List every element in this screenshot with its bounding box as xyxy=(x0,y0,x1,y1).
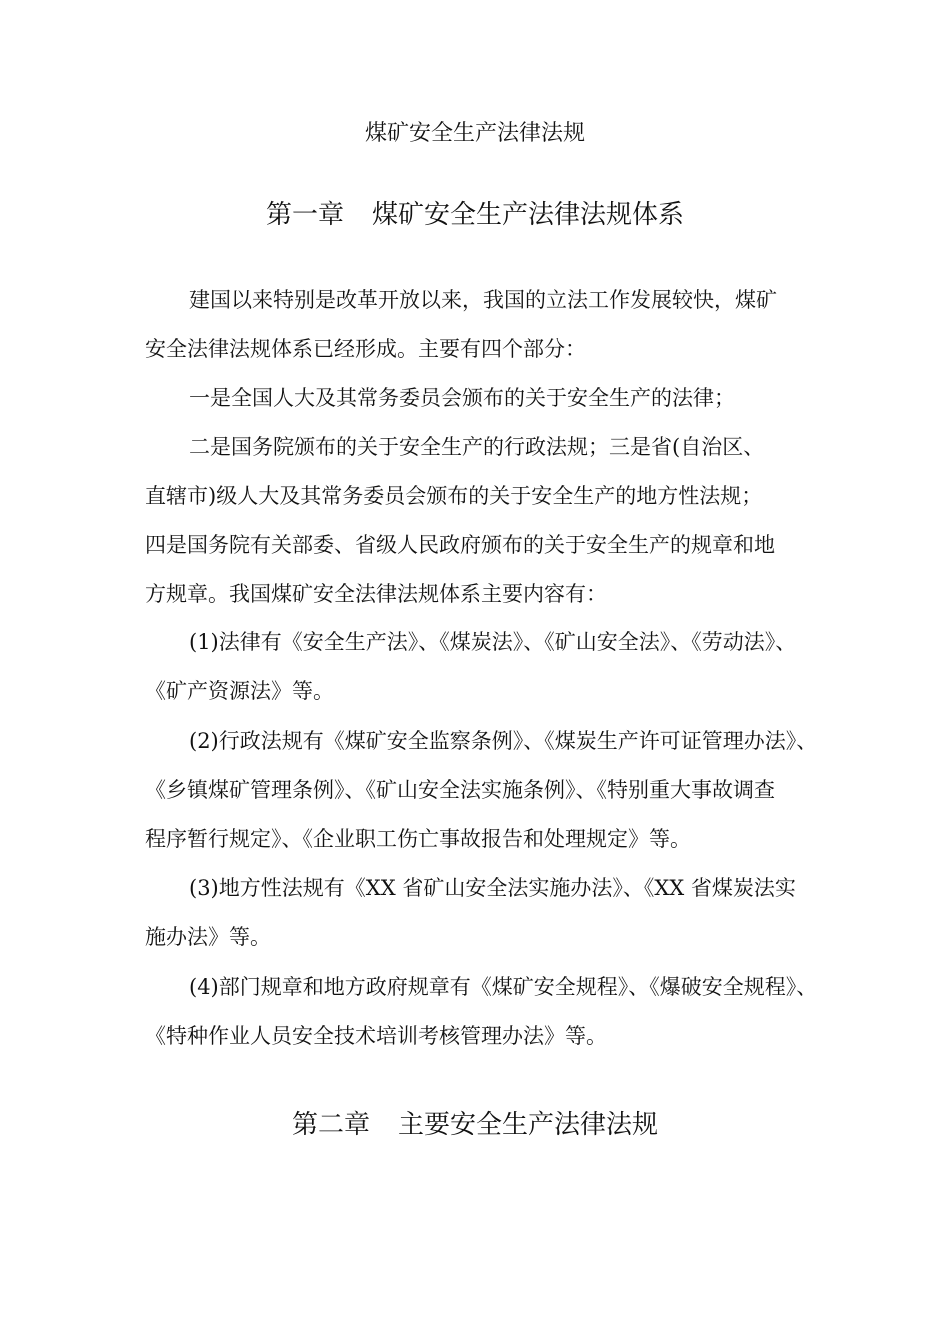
document-title: 煤矿安全生产法律法规 xyxy=(364,121,585,146)
paragraph-line: (4)部门规章和地方政府规章有《煤矿安全规程》、《爆破安全规程》、 xyxy=(189,975,818,999)
chapter-heading xyxy=(0,195,950,235)
list-paragraph xyxy=(145,864,815,962)
paragraph-line: 二是国务院颁布的关于安全生产的行政法规；三是省(自治区、 xyxy=(189,435,765,459)
list-paragraph xyxy=(145,717,818,864)
chapter-name: 煤矿安全生产法律法规体系 xyxy=(372,200,685,230)
paragraph-line: (3)地方性法规有《XX 省矿山安全法实施办法》、《XX 省煤炭法实 xyxy=(189,876,796,900)
paragraph-line: 四是国务院有关部委、省级人民政府颁布的关于安全生产的规章和地 xyxy=(145,533,775,557)
paragraph xyxy=(145,374,815,423)
paragraph-line: 《乡镇煤矿管理条例》、《矿山安全法实施条例》、《特别重大事故调查 xyxy=(145,778,775,802)
paragraph-line: 《矿产资源法》等。 xyxy=(145,679,334,703)
paragraph-line: 建国以来特别是改革开放以来，我国的立法工作发展较快，煤矿 xyxy=(189,288,777,312)
paragraph-line: 施办法》等。 xyxy=(145,925,271,949)
paragraph-line: 直辖市)级人大及其常务委员会颁布的关于安全生产的地方性法规； xyxy=(145,484,763,508)
paragraph-line: 《特种作业人员安全技术培训考核管理办法》等。 xyxy=(145,1024,607,1048)
paragraph-line: (1)法律有《安全生产法》、《煤炭法》、《矿山安全法》、《劳动法》、 xyxy=(189,630,797,654)
paragraph-line: (2)行政法规有《煤矿安全监察条例》、《煤炭生产许可证管理办法》、 xyxy=(189,729,818,753)
paragraph-line: 程序暂行规定》、《企业职工伤亡事故报告和处理规定》等。 xyxy=(145,827,691,851)
chapter-name: 主要安全生产法律法规 xyxy=(398,1110,659,1140)
paragraph-line: 一是全国人大及其常务委员会颁布的关于安全生产的法律； xyxy=(189,386,735,410)
paragraph xyxy=(145,423,815,619)
paragraph-line: 安全法律法规体系已经形成。主要有四个部分： xyxy=(145,337,586,361)
paragraph xyxy=(145,276,815,374)
chapter-heading xyxy=(0,1105,950,1145)
chapter-number: 第一章 xyxy=(265,200,344,230)
list-paragraph xyxy=(145,963,818,1061)
list-paragraph xyxy=(145,618,815,716)
paragraph-line: 方规章。我国煤矿安全法律法规体系主要内容有： xyxy=(145,582,607,606)
chapter-number: 第二章 xyxy=(291,1110,370,1140)
